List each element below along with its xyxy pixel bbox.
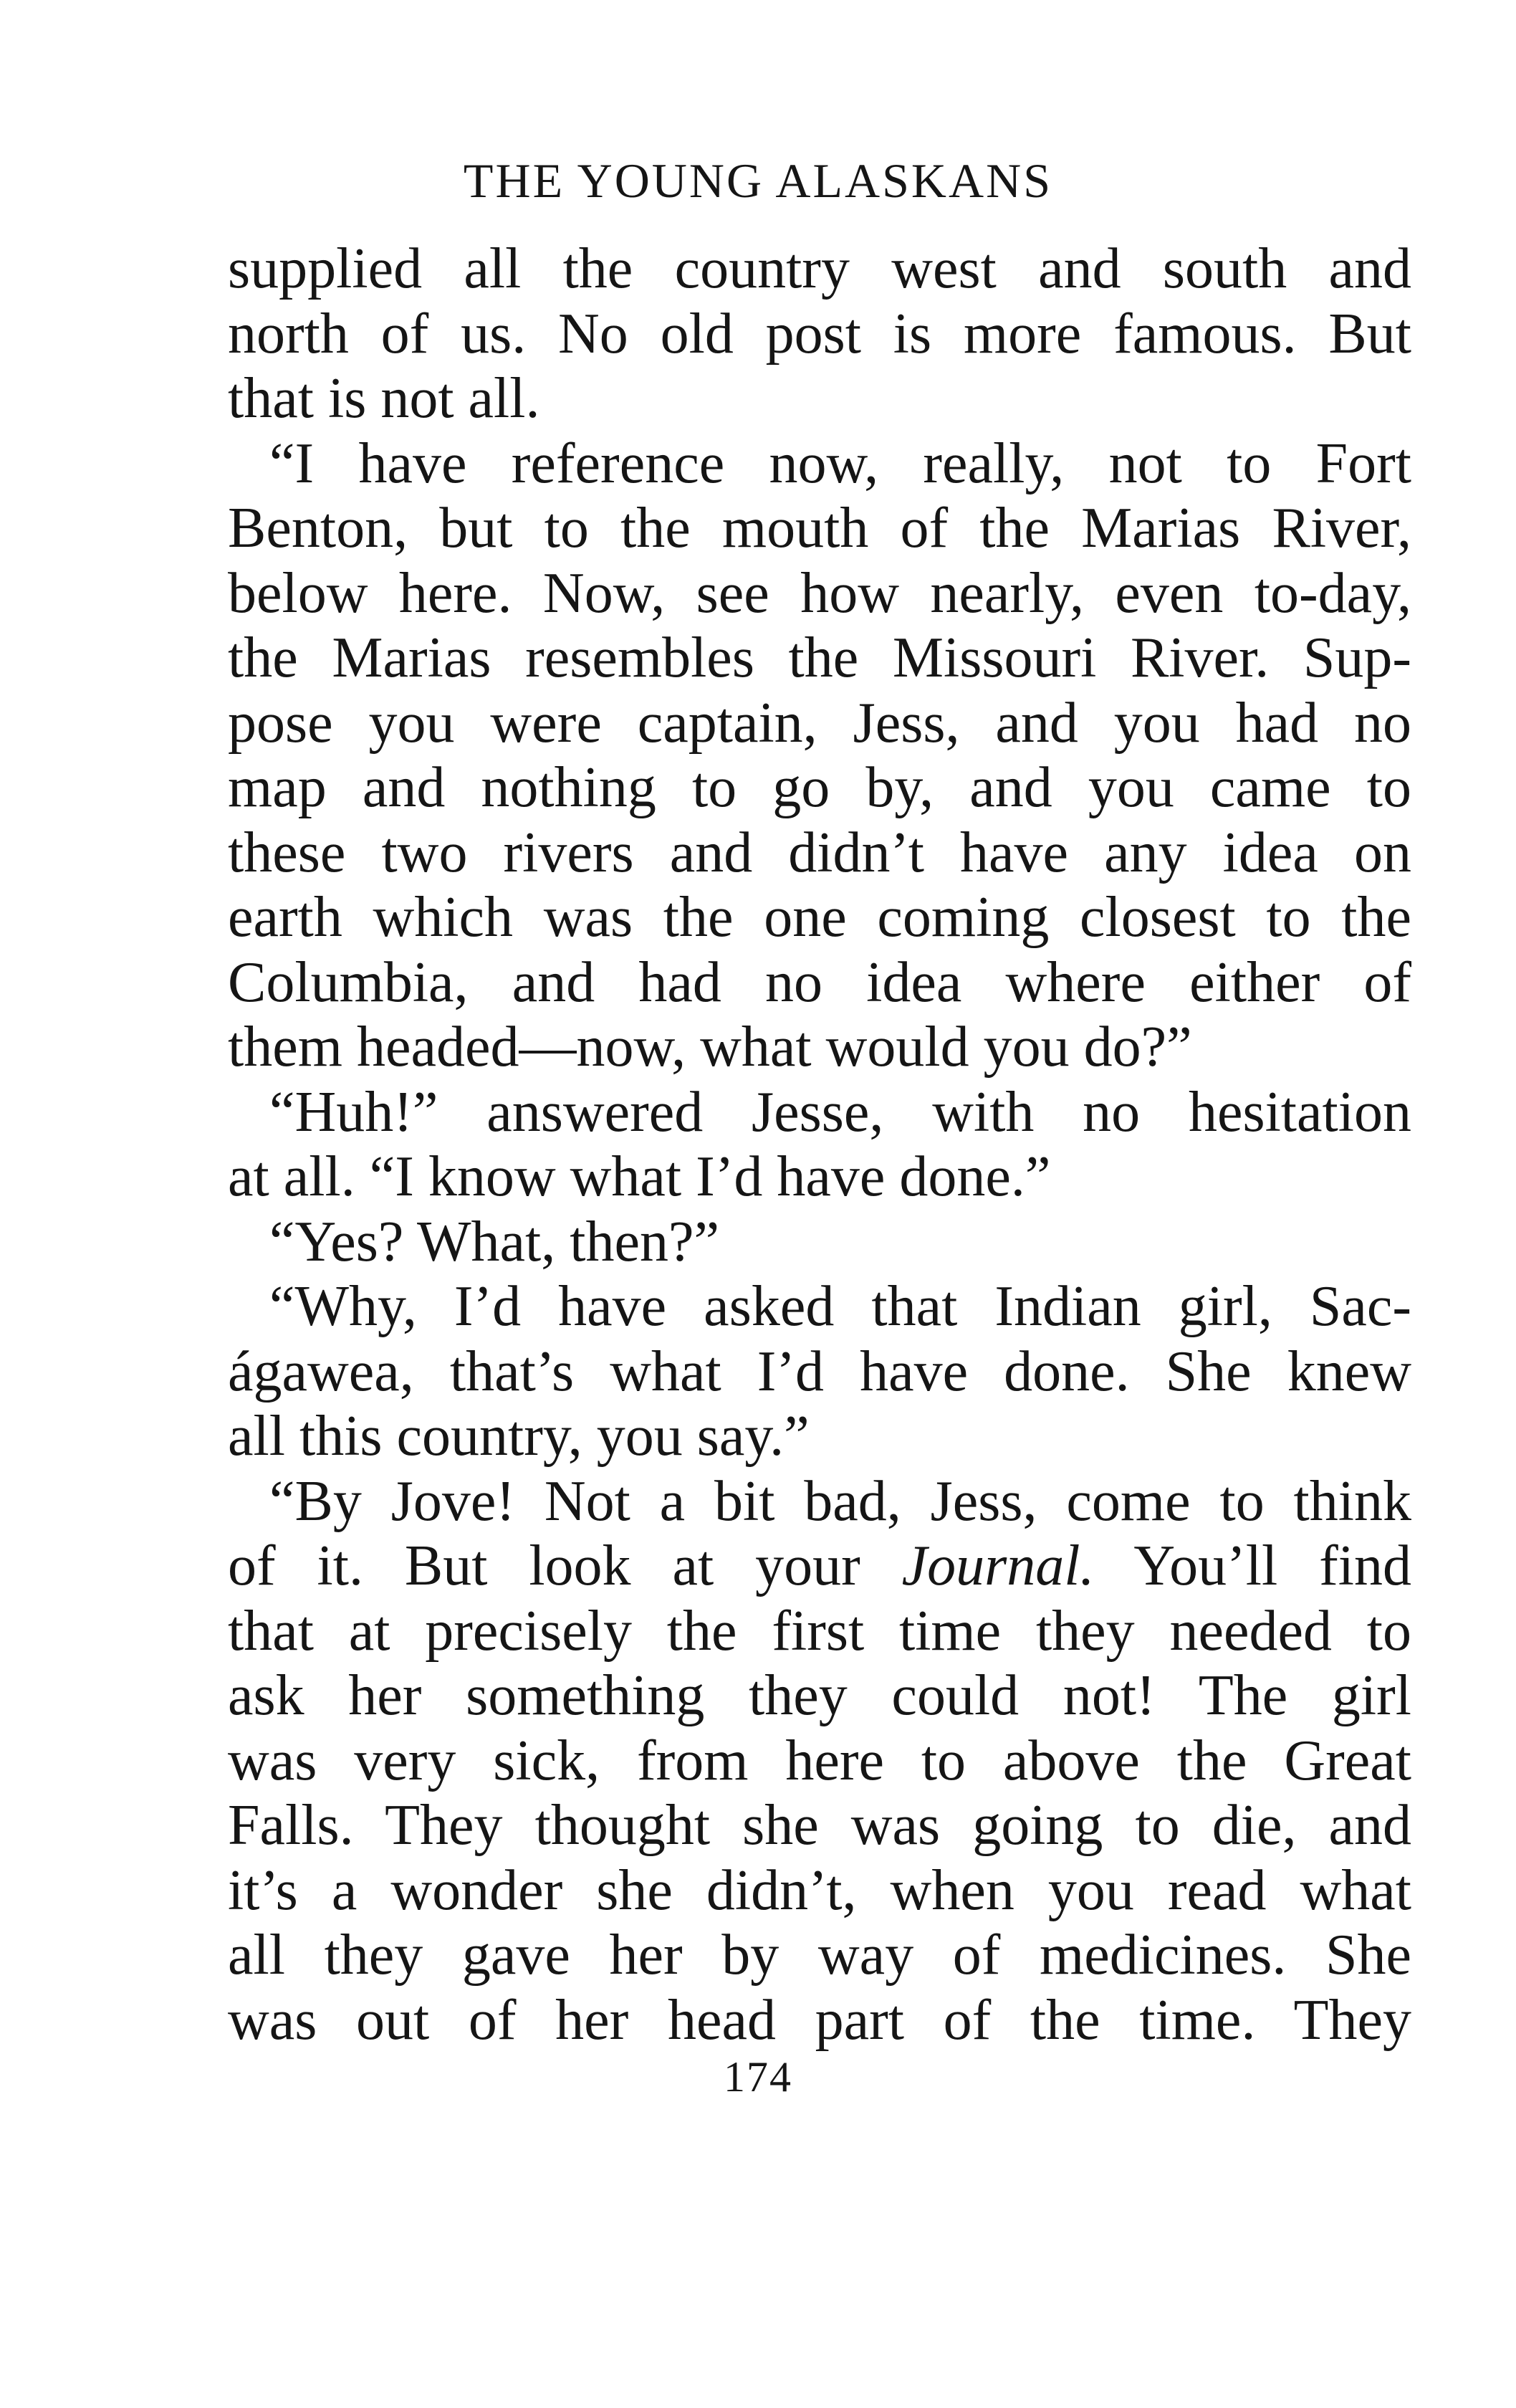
text-line: “Yes? What, then?”	[269, 1210, 719, 1274]
running-head: THE YOUNG ALASKANS	[463, 153, 1053, 208]
text-line: ágawea, that’s what I’d have done. She knew	[228, 1339, 1411, 1403]
body-text	[228, 236, 1411, 2053]
text-run: You’ll find	[1094, 1534, 1411, 1597]
text-line	[228, 1534, 1411, 1599]
text-line: Columbia, and had no idea where either of	[228, 950, 1411, 1014]
text-line: at all. “I know what I’d have done.”	[228, 1145, 1051, 1208]
text-line: pose you were captain, Jess, and you had no	[228, 691, 1411, 755]
journal-title: Journal.	[901, 1534, 1095, 1597]
text-line: north of us. No old post is more famous. But	[228, 302, 1411, 366]
text-line: Falls. They thought she was going to die, and	[228, 1794, 1411, 1857]
text-line: them headed—now, what would you do?”	[228, 1016, 1192, 1079]
text-line: Benton, but to the mouth of the Marias River,	[228, 497, 1411, 560]
text-line: supplied all the country west and south and	[228, 237, 1411, 300]
text-line: “By Jove! Not a bit bad, Jess, come to think	[269, 1469, 1411, 1533]
text-line: below here. Now, see how nearly, even to-day,	[228, 561, 1411, 625]
text-line: “I have reference now, really, not to Fort	[269, 431, 1411, 495]
page-number: 174	[724, 2053, 792, 2101]
text-line: map and nothing to go by, and you came to	[228, 756, 1411, 819]
text-line: all they gave her by way of medicines. She	[228, 1924, 1411, 1987]
text-line: the Marias resembles the Missouri River. Sup-	[228, 626, 1411, 689]
text-line: these two rivers and didn’t have any idea on	[228, 821, 1411, 884]
text-line: that at precisely the first time they needed to	[228, 1599, 1411, 1663]
text-line: “Huh!” answered Jesse, with no hesitation	[269, 1080, 1411, 1144]
text-line: it’s a wonder she didn’t, when you read what	[228, 1858, 1411, 1922]
text-line: was out of her head part of the time. They	[228, 1988, 1411, 2052]
text-line: that is not all.	[228, 367, 540, 430]
text-line: earth which was the one coming closest to the	[228, 886, 1411, 949]
text-line: all this country, you say.”	[228, 1405, 810, 1468]
text-line: was very sick, from here to above the Great	[228, 1729, 1411, 1792]
text-line: ask her something they could not! The girl	[228, 1664, 1411, 1727]
text-run: of it. But look at your	[228, 1534, 902, 1597]
text-line: “Why, I’d have asked that Indian girl, Sac-	[269, 1275, 1411, 1338]
